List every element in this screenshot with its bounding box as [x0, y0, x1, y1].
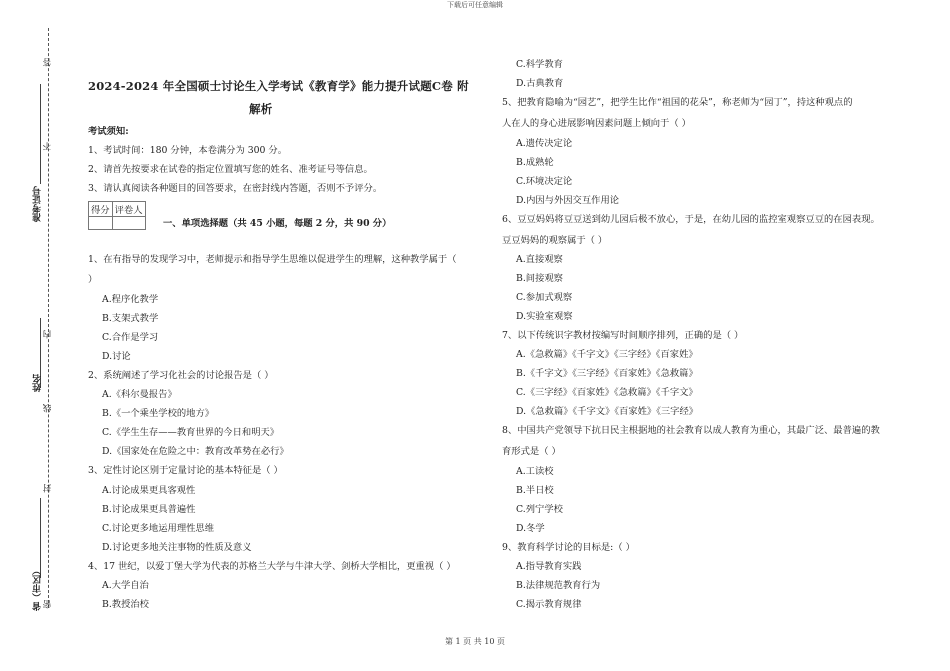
option-line: D.内因与外因交互作用论: [516, 195, 620, 206]
option-line: C.《学生生存——教育世界的今日和明天》: [102, 427, 280, 438]
instructions-heading: 考试须知:: [88, 126, 129, 137]
option-line: D.《急救篇》《千字文》《百家姓》《三字经》: [516, 406, 699, 417]
option-line: C.列宁学校: [516, 504, 563, 515]
question-line: 2、系统阐述了学习化社会的讨论报告是（ ）: [88, 370, 274, 381]
margin-char-bu: 不: [43, 142, 53, 151]
option-line: B.间接观察: [516, 273, 563, 284]
option-line: A.《科尔曼报告》: [102, 389, 177, 400]
zhunkaozheng-label: 准考证号: [33, 186, 43, 222]
option-line: D.《国家处在危险之中：教育改革势在必行》: [102, 446, 289, 457]
question-line: 5、把教育隐喻为“园艺”，把学生比作“祖国的花朵”，称老师为“园丁”，持这种观点的: [502, 97, 853, 108]
option-line: C.环境决定论: [516, 176, 573, 187]
zhunkaozheng-underline: [40, 84, 41, 184]
option-line: D.讨论: [102, 351, 131, 362]
question-line: 人在人的身心进展影响因素问题上倾向于（ ）: [502, 118, 691, 129]
option-line: C.参加式观察: [516, 292, 573, 303]
question-line: 8、中国共产党领导下抗日民主根据地的社会教育以成人教育为重心，其最广泛、最普遍的教: [502, 425, 880, 436]
option-line: D.讨论更多地关注事物的性质及意义: [102, 542, 252, 553]
score-cell[interactable]: [89, 217, 113, 230]
question-line: 7、以下传统识字教材按编写时间顺序排列，正确的是（ ）: [502, 330, 744, 341]
score-label: 得分: [89, 202, 113, 217]
question-line: 3、定性讨论区别于定量讨论的基本特征是（ ）: [88, 465, 283, 476]
option-line: A.直接观察: [516, 254, 563, 265]
question-line: 育形式是（ ）: [502, 446, 561, 457]
option-line: D.古典教育: [516, 78, 564, 89]
option-line: B.《一个乘坐学校的地方》: [102, 408, 215, 419]
margin-char-xian: 线: [43, 404, 53, 413]
section-heading: 一、单项选择题（共 45 小题，每题 2 分，共 90 分）: [163, 218, 392, 229]
option-line: C.揭示教育规律: [516, 599, 582, 610]
page-footer: 第 1 页 共 10 页: [445, 637, 505, 646]
option-line: A.大学自治: [102, 580, 149, 591]
option-line: A.程序化教学: [102, 294, 159, 305]
grader-label: 评卷人: [112, 202, 145, 217]
option-line: D.冬学: [516, 523, 545, 534]
question-line: 豆豆妈妈的观察属于（ ）: [502, 235, 608, 246]
score-box: [88, 201, 146, 230]
option-line: D.实验室观察: [516, 311, 573, 322]
option-line: B.支架式教学: [102, 313, 159, 324]
question-line: 1、在有指导的发现学习中，老师提示和指导学生思维以促进学生的理解，这种教学属于（: [88, 254, 457, 265]
option-line: B.成熟轮: [516, 157, 554, 168]
margin-char-da: 答: [43, 58, 53, 67]
grader-cell[interactable]: [112, 217, 145, 230]
option-line: C.《三字经》《百家姓》《急救篇》《千字文》: [516, 387, 698, 398]
option-line: A.《急救篇》《千字文》《三字经》《百家姓》: [516, 349, 698, 360]
page-title-line2: 解析: [249, 102, 273, 116]
question-line: ）: [88, 274, 98, 285]
option-line: C.讨论更多地运用理性思维: [102, 523, 215, 534]
option-line: B.法律规范教育行为: [516, 580, 601, 591]
header-note: 下载后可任意编辑: [447, 1, 503, 9]
instruction-item: 3、请认真阅读各种题目的回答要求，在密封线内答题，否则不予评分。: [88, 183, 383, 194]
option-line: A.讨论成果更具客观性: [102, 485, 196, 496]
instruction-item: 1、考试时间：180 分钟，本卷满分为 300 分。: [88, 145, 288, 156]
question-line: 6、豆豆妈妈将豆豆送到幼儿园后极不放心，于是，在幼儿园的监控室观察豆豆的在园表现。: [502, 214, 880, 225]
question-line: 9、教育科学讨论的目标是:（ ）: [502, 542, 635, 553]
margin-char-feng: 封: [43, 484, 53, 493]
binding-dashed-line: [48, 28, 49, 608]
option-line: B.讨论成果更具普遍性: [102, 504, 196, 515]
option-line: C.科学教育: [516, 59, 563, 70]
option-line: B.半日校: [516, 485, 554, 496]
margin-char-nei: 内: [43, 330, 53, 339]
question-line: 4、17 世纪，以爱丁堡大学为代表的苏格兰大学与牛津大学、剑桥大学相比，更重视（ ）: [88, 561, 456, 572]
margin-char-mi: 密: [43, 600, 53, 609]
province-label: 省（市区）: [33, 566, 43, 611]
page-title-line1: 2024-2024 年全国硕士讨论生入学考试《教育学》能力提升试题C卷 附: [88, 79, 469, 93]
instruction-item: 2、请首先按要求在试卷的指定位置填写您的姓名、准考证号等信息。: [88, 164, 373, 175]
option-line: C.合作是学习: [102, 332, 159, 343]
option-line: B.《千字文》《三字经》《百家姓》《急救篇》: [516, 368, 698, 379]
option-line: A.指导教育实践: [516, 561, 582, 572]
name-label: 姓名: [33, 374, 43, 392]
option-line: A.工读校: [516, 466, 554, 477]
option-line: A.遗传决定论: [516, 138, 573, 149]
option-line: B.教授治校: [102, 599, 149, 610]
